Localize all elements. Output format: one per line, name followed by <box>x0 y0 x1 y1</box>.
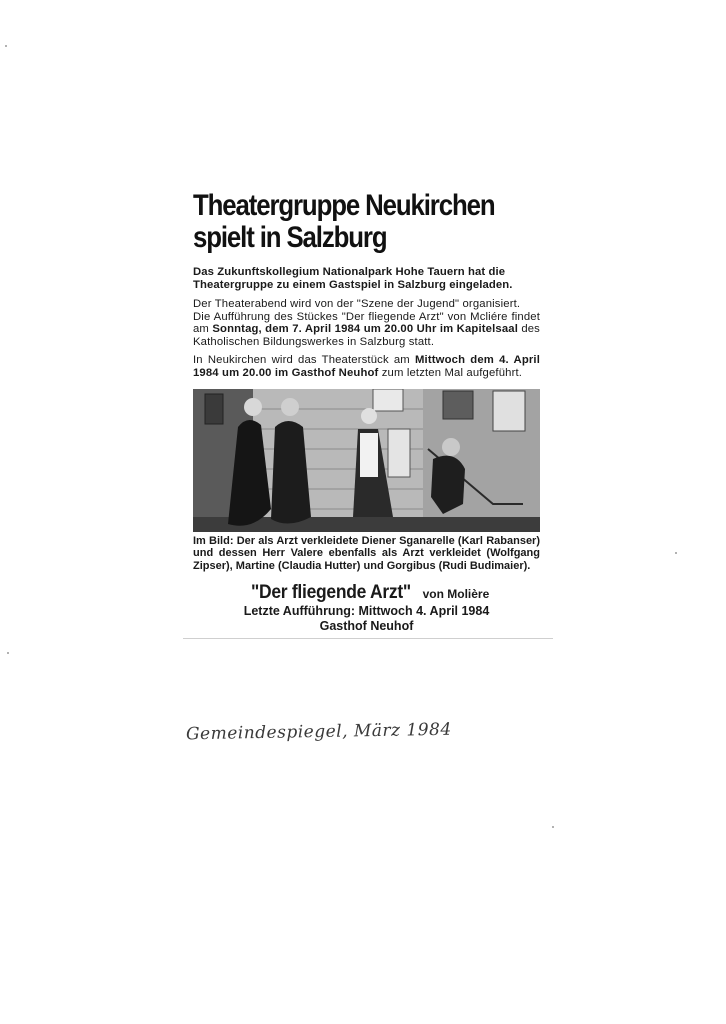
ad-author: von Molière <box>422 586 490 601</box>
ad-last-show: Letzte Aufführung: Mittwoch 4. April 1984 <box>243 603 490 618</box>
clipping-bottom-rule <box>183 638 553 639</box>
scan-speck <box>5 45 7 47</box>
paragraph-organizer: Der Theaterabend wird von der "Szene der Jugend" organisiert. <box>193 298 521 310</box>
article-lead: Das Zukunftskollegium Nationalpark Hohe Tauern hat die Theatergruppe zu einem Gastspiel in Salzburg eingeladen. <box>193 266 513 291</box>
ad-play-title: "Der fliegende Arzt" <box>250 581 411 603</box>
paragraph-performance-salzburg: Die Aufführung des Stückes "Der fliegende Arzt" von Mcliére findet am Sonntag, dem 7. April 1984 um 20.00 Uhr im Kapitelsaal des Katholischen Bildungswerkes in Salzburg statt. <box>193 310 540 348</box>
scan-speck <box>552 826 554 828</box>
scan-speck <box>7 652 9 654</box>
article-body <box>193 298 540 380</box>
performance-ad <box>193 583 540 634</box>
newspaper-clipping <box>193 190 540 639</box>
ad-venue: Gasthof Neuhof <box>319 618 414 633</box>
scan-speck <box>675 552 677 554</box>
article-headline: Theatergruppe Neukirchen spielt in Salzburg <box>193 189 495 254</box>
stage-photo <box>193 389 540 532</box>
paragraph-performance-neukirchen: In Neukirchen wird das Theaterstück am Mittwoch dem 4. April 1984 um 20.00 im Gasthof Neuhof zum letzten Mal aufgeführt. <box>193 354 540 379</box>
handwritten-source-note: Gemeindespiegel, März 1984 <box>185 719 452 745</box>
photo-caption: Im Bild: Der als Arzt verkleidete Diener Sganarelle (Karl Rabanser) und dessen Herr Valere ebenfalls als Arzt verkleidet (Wolfgang Zipser), Martine (Claudia Hutter) und Gorgibus (Rudi Budimaier). <box>193 534 540 572</box>
ad-title-line <box>193 583 540 604</box>
